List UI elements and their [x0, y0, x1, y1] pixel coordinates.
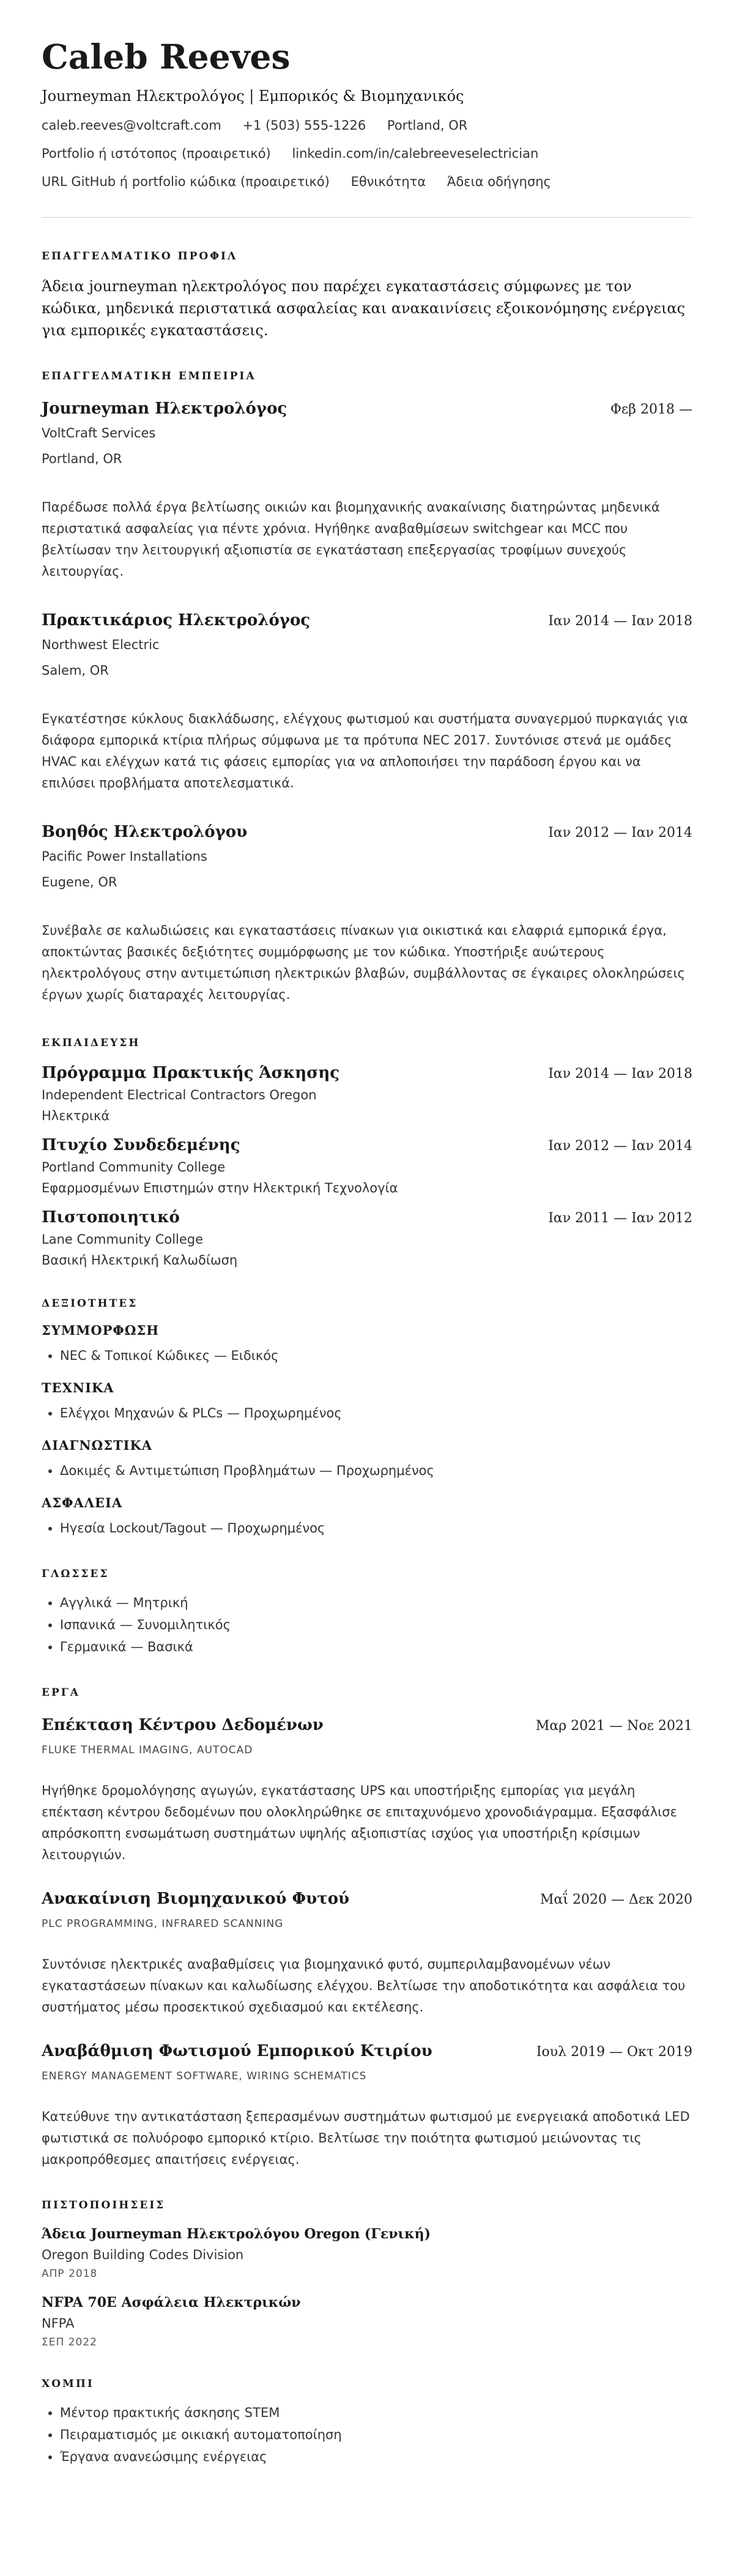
hobby-list: [42, 2402, 692, 2468]
language-item: • Ισπανικά — Συνομιλητικός: [60, 1614, 692, 1636]
company: Northwest Electric: [42, 637, 160, 652]
degree: Πτυχίο Συνδεδεμένης: [42, 1136, 240, 1154]
certification-date: ΑΠΡ 2018: [42, 2268, 98, 2280]
certification-date: ΣΕΠ 2022: [42, 2336, 97, 2348]
project-name: Αναβάθμιση Φωτισμού Εμπορικού Κτιρίου: [42, 2042, 432, 2060]
languages-heading: ΓΛΩΣΣΕΣ: [42, 1568, 109, 1580]
location: Portland, OR: [387, 118, 468, 133]
experience-heading: ΕΠΑΓΓΕΛΜΑΤΙΚΗ ΕΜΠΕΙΡΙΑ: [42, 370, 256, 382]
skill-items: [42, 1345, 692, 1367]
experience-item: [42, 399, 692, 582]
school: Independent Electrical Contractors Oregon: [42, 1088, 317, 1102]
driving-license: Άδεια οδήγησης: [447, 174, 551, 189]
job-title: Πρακτικάριος Ηλεκτρολόγος: [42, 611, 311, 629]
skills-list: [42, 1323, 692, 1539]
education-item: [42, 1208, 692, 1269]
project-description: Ηγήθηκε δρομολόγησης αγωγών, εγκατάστασης UPS και υποστήριξης εμπορίας για μεγάλη επέκταση κέντρου δεδομένων που ολοκληρώθηκε σε επιταχυνόμενο χρονοδιάγραμμα. Εξασφάλισε απρόσκοπτη ενσωμάτωση συστημάτων υψηλής αξιοπιστίας ισχύος για υποστήριξη κρίσιμων λειτουργιών.: [42, 1783, 677, 1862]
field-of-study: Βασική Ηλεκτρική Καλωδίωση: [42, 1253, 238, 1268]
profile-heading: ΕΠΑΓΓΕΛΜΑΤΙΚΟ ΠΡΟΦΙΛ: [42, 250, 238, 262]
skill-category: ΣΥΜΜΟΡΦΩΣΗ: [42, 1323, 160, 1338]
certification-issuer: NFPA: [42, 2316, 75, 2331]
phone-number[interactable]: +1 (503) 555-1226: [242, 118, 366, 133]
experience-item: [42, 822, 692, 1006]
skill-category: ΤΕΧΝΙΚΑ: [42, 1380, 114, 1395]
skill-category: ΑΣΦΑΛΕΙΑ: [42, 1495, 123, 1510]
certification-name: NFPA 70E Ασφάλεια Ηλεκτρικών: [42, 2295, 301, 2311]
profile-summary: Άδεια journeyman ηλεκτρολόγος που παρέχει εγκαταστάσεις σύμφωνες με τον κώδικα, μηδενικά περιστατικά ασφαλείας και ανακαινίσεις εξοικονόμησης ενέργειας για εμπορικές εγκαταστάσεις.: [42, 278, 686, 339]
skill-category: ΔΙΑΓΝΩΣΤΙΚΑ: [42, 1438, 153, 1453]
degree: Πιστοποιητικό: [42, 1208, 180, 1227]
email-link[interactable]: caleb.reeves@voltcraft.com: [42, 118, 221, 133]
job-location: Salem, OR: [42, 663, 109, 678]
certifications-heading: ΠΙΣΤΟΠΟΙΗΣΕΙΣ: [42, 2199, 166, 2211]
job-date: Ιαν 2012 — Ιαν 2014: [548, 825, 692, 841]
hobby-item: • Πειραματισμός με οικιακή αυτοματοποίηση: [60, 2424, 692, 2446]
skill-item: • Δοκιμές & Αντιμετώπιση Προβλημάτων — Προχωρημένος: [60, 1460, 692, 1482]
project-name: Ανακαίνιση Βιομηχανικού Φυτού: [42, 1890, 350, 1908]
project-name: Επέκταση Κέντρου Δεδομένων: [42, 1716, 324, 1734]
job-location: Eugene, OR: [42, 875, 117, 889]
project-item: [42, 2041, 692, 2170]
certification-issuer: Oregon Building Codes Division: [42, 2248, 244, 2262]
headline: Journeyman Ηλεκτρολόγος | Εμπορικός & Βιομηχανικός: [42, 87, 464, 105]
hobbies-heading: ΧΟΜΠΙ: [42, 2378, 94, 2390]
education-date: Ιαν 2014 — Ιαν 2018: [548, 1066, 692, 1082]
project-item: [42, 1715, 692, 1866]
job-date: Ιαν 2014 — Ιαν 2018: [548, 614, 692, 629]
project-description: Συντόνισε ηλεκτρικές αναβαθμίσεις για βιομηχανικό φυτό, συμπεριλαμβανομένων νέων εγκαταστάσεων πίνακων και καλωδίωσης ελέγχου. Βελτίωσε την αποδοτικότητα και ασφάλεια του συστήματος μέσω προσεκτικού σχεδιασμού και εκτέλεσης.: [42, 1957, 686, 2014]
school: Portland Community College: [42, 1160, 226, 1175]
certification-item: [42, 2294, 692, 2349]
project-date: Μαΐ 2020 — Δεκ 2020: [540, 1892, 692, 1907]
project-item: [42, 1889, 692, 2018]
education-heading: ΕΚΠΑΙΔΕΥΣΗ: [42, 1037, 141, 1049]
company: Pacific Power Installations: [42, 849, 207, 864]
education-date: Ιαν 2011 — Ιαν 2012: [548, 1211, 692, 1226]
project-date: Μαρ 2021 — Νοε 2021: [535, 1718, 692, 1734]
field-of-study: Εφαρμοσμένων Επιστημών στην Ηλεκτρική Τεχνολογία: [42, 1181, 398, 1195]
job-location: Portland, OR: [42, 451, 122, 466]
hobby-item: • Έργανα ανανεώσιμης ενέργειας: [60, 2446, 692, 2468]
project-date: Ιουλ 2019 — Οκτ 2019: [536, 2044, 692, 2060]
school: Lane Community College: [42, 1232, 204, 1247]
github-link[interactable]: URL GitHub ή portfolio κώδικα (προαιρετικό): [42, 174, 330, 189]
job-title: Journeyman Ηλεκτρολόγος: [42, 399, 287, 418]
company: VoltCraft Services: [42, 426, 156, 440]
language-item: • Αγγλικά — Μητρική: [60, 1592, 692, 1614]
skill-item: • NEC & Τοπικοί Κώδικες — Ειδικός: [60, 1345, 692, 1367]
skills-heading: ΔΕΞΙΟΤΗΤΕΣ: [42, 1297, 138, 1310]
skill-items: [42, 1517, 692, 1539]
education-item: [42, 1135, 692, 1197]
project-tech: ENERGY MANAGEMENT SOFTWARE, WIRING SCHEMATICS: [42, 2070, 367, 2082]
job-title: Βοηθός Ηλεκτρολόγου: [42, 823, 248, 841]
project-tech: PLC PROGRAMMING, INFRARED SCANNING: [42, 1918, 284, 1930]
header-divider: [42, 217, 692, 218]
candidate-name: Caleb Reeves: [42, 37, 291, 76]
linkedin-link[interactable]: linkedin.com/in/calebreeveselectrician: [292, 146, 539, 161]
projects-heading: ΕΡΓΑ: [42, 1687, 80, 1699]
certification-name: Άδεια Journeyman Ηλεκτρολόγου Oregon (Γενική): [42, 2226, 431, 2242]
portfolio-link[interactable]: Portfolio ή ιστότοπος (προαιρετικό): [42, 146, 271, 161]
field-of-study: Ηλεκτρικά: [42, 1108, 110, 1123]
nationality: Εθνικότητα: [350, 174, 426, 189]
skill-items: [42, 1460, 692, 1482]
language-list: [42, 1592, 692, 1658]
job-description: Συνέβαλε σε καλωδιώσεις και εγκαταστάσεις πίνακων για οικιστικά και ελαφριά εμπορικά έργα, αποκτώντας βασικές δεξιότητες συμμόρφωσης με τον κώδικα. Υποστήριξε αυώτερους ηλεκτρολόγους στην αντιμετώπιση ηλεκτρικών βλαβών, συμβάλλοντας σε έγκαιρες ολοκληρώσεις έργων χωρίς διαταραχές λειτουργίας.: [42, 923, 685, 1002]
experience-item: [42, 611, 692, 794]
contact-row-3: [42, 174, 692, 190]
education-list: [42, 1063, 692, 1269]
project-tech: FLUKE THERMAL IMAGING, AUTOCAD: [42, 1744, 253, 1756]
education-date: Ιαν 2012 — Ιαν 2014: [548, 1138, 692, 1154]
certification-item: [42, 2225, 692, 2281]
job-date: Φεβ 2018 —: [610, 402, 692, 417]
project-description: Κατεύθυνε την αντικατάσταση ξεπερασμένων συστημάτων φωτισμού με ενεργειακά αποδοτικά LED φωτιστικά σε πολυόροφο εμπορικό κτίριο. Βελτίωσε την ποιότητα φωτισμού μειώνοντας τις μακροπρόθεσμες απαιτήσεις ενέργειας.: [42, 2109, 690, 2167]
contact-row-2: [42, 146, 692, 161]
degree: Πρόγραμμα Πρακτικής Άσκησης: [42, 1064, 340, 1082]
language-item: • Γερμανικά — Βασικά: [60, 1636, 692, 1658]
education-item: [42, 1063, 692, 1124]
contact-row-1: [42, 117, 692, 133]
skill-items: [42, 1402, 692, 1424]
skill-item: • Ελέγχοι Μηχανών & PLCs — Προχωρημένος: [60, 1402, 692, 1424]
skill-item: • Ηγεσία Lockout/Tagout — Προχωρημένος: [60, 1517, 692, 1539]
hobby-item: • Μέντορ πρακτικής άσκησης STEM: [60, 2402, 692, 2424]
job-description: Παρέδωσε πολλά έργα βελτίωσης οικιών και βιομηχανικής ανακαίνισης διατηρώντας μηδενικά περιστατικά ασφαλείας για πέντε χρόνια. Ηγήθηκε αναβαθμίσεων switchgear και MCC που βελτίωσαν την λειτουργική αξιοπιστία σε εγκατάσταση επεξεργασίας τροφίμων συνεχούς λειτουργίας.: [42, 500, 660, 579]
job-description: Εγκατέστησε κύκλους διακλάδωσης, ελέγχους φωτισμού και συστήματα συναγερμού πυρκαγιάς για διάφορα εμπορικά κτίρια πλήρως σύμφωνα με τα πρότυπα NEC 2017. Συντόνισε στενά με ομάδες HVAC και ελέγχων κατά τις φάσεις εμπορίας για να απλοποιήσει την παράδοση έργου και να επιλύσει προβλήματα αποτελεσματικά.: [42, 711, 688, 790]
